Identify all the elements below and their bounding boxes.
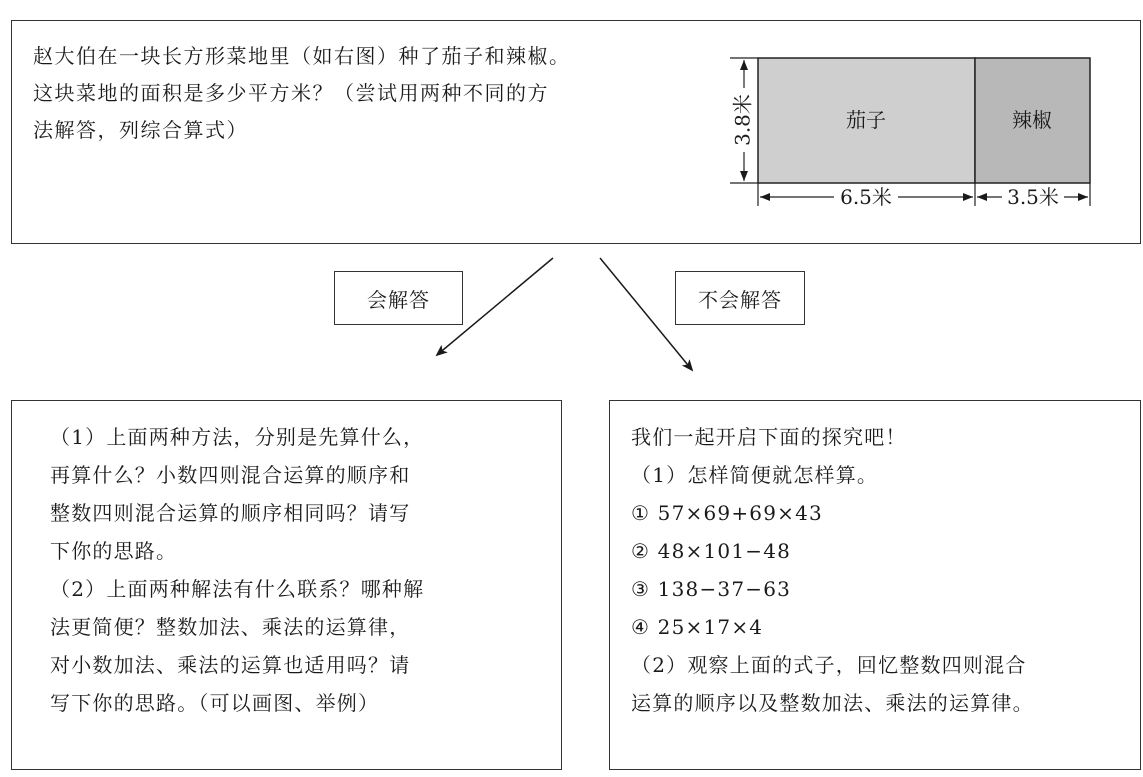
problem-line-1: 赵大伯在一块长方形菜地里（如右图）种了茄子和辣椒。 bbox=[33, 44, 571, 68]
left-line-1: （1）上面两种方法，分别是先算什么， bbox=[50, 425, 425, 449]
eggplant-label: 茄子 bbox=[846, 108, 886, 132]
right-line-5: ③ 138−37−63 bbox=[631, 577, 792, 601]
problem-line-2: 这块菜地的面积是多少平方米？（尝试用两种不同的方 bbox=[33, 81, 549, 105]
can-answer-content bbox=[50, 418, 550, 722]
right-line-1: 我们一起开启下面的探究吧！ bbox=[631, 425, 907, 449]
left-line-8: 写下你的思路。（可以画图、举例） bbox=[50, 691, 380, 715]
left-line-6: 法更简便？整数加法、乘法的运算律， bbox=[50, 615, 411, 639]
right-line-7: （2）观察上面的式子，回忆整数四则混合 bbox=[631, 653, 1027, 677]
cannot-answer-label: 不会解答 bbox=[675, 271, 805, 325]
right-line-4: ② 48×101−48 bbox=[631, 539, 792, 563]
right-line-2: （1）怎样简便就怎样算。 bbox=[631, 463, 879, 487]
height-label: 3.8米 bbox=[730, 94, 755, 146]
left-line-5: （2）上面两种解法有什么联系？哪种解 bbox=[50, 577, 425, 601]
left-line-4: 下你的思路。 bbox=[50, 539, 178, 563]
right-line-3: ① 57×69+69×43 bbox=[631, 501, 823, 525]
left-line-3: 整数四则混合运算的顺序相同吗？请写 bbox=[50, 501, 411, 525]
problem-line-3: 法解答，列综合算式） bbox=[33, 118, 248, 142]
pepper-label: 辣椒 bbox=[1012, 108, 1052, 132]
right-line-6: ④ 25×17×4 bbox=[631, 615, 764, 639]
width-right-label: 3.5米 bbox=[1007, 185, 1059, 209]
left-line-7: 对小数加法、乘法的运算也适用吗？请 bbox=[50, 653, 411, 677]
width-left-label: 6.5米 bbox=[840, 185, 892, 209]
right-line-8: 运算的顺序以及整数加法、乘法的运算律。 bbox=[631, 691, 1034, 715]
can-answer-label: 会解答 bbox=[334, 271, 463, 325]
left-line-2: 再算什么？小数四则混合运算的顺序和 bbox=[50, 463, 411, 487]
cannot-answer-content bbox=[631, 418, 1131, 722]
